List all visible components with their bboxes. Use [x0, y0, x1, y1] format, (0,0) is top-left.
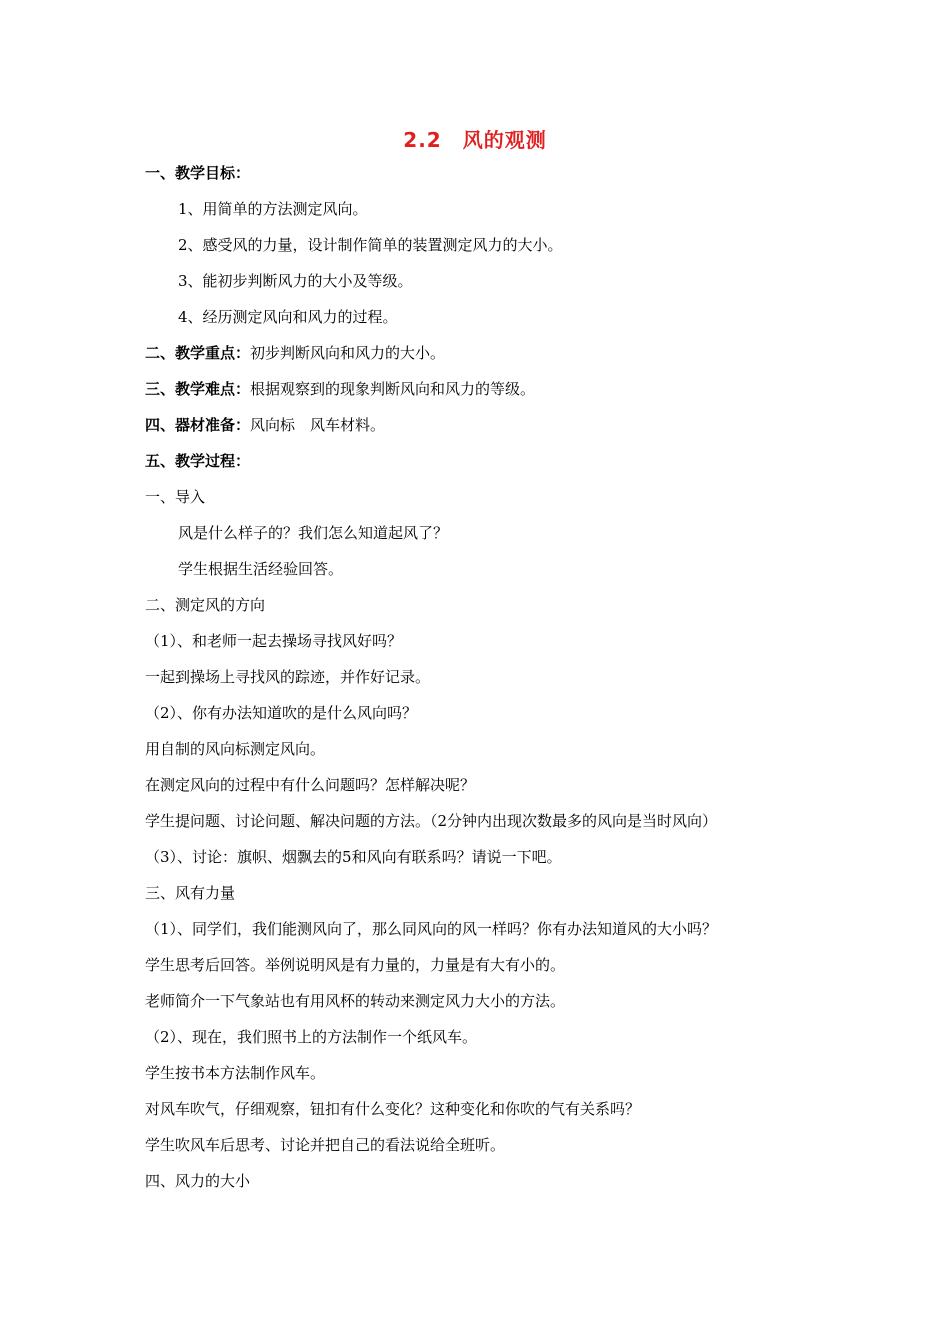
key-point-line: [145, 343, 445, 363]
paragraph: 学生根据生活经验回答。: [178, 560, 344, 578]
paragraph: （2）、你有办法知道吹的是什么风向吗？: [145, 704, 418, 722]
goal-item: 4、经历测定风向和风力的过程。: [178, 308, 398, 326]
difficulty-line: [145, 379, 535, 399]
paragraph: 学生提问题、讨论问题、解决问题的方法。（2分钟内出现次数最多的风向是当时风向）: [145, 812, 718, 830]
section-heading: 一、导入: [145, 488, 206, 506]
page-title: 2.2 风的观测: [403, 128, 547, 152]
goals-heading: 一、教学目标：: [145, 164, 251, 182]
difficulty-text: 根据观察到的现象判断风向和风力的等级。: [250, 380, 536, 398]
paragraph: （3）、讨论：旗帜、烟飘去的5和风向有联系吗？请说一下吧。: [145, 848, 562, 866]
goal-item: 3、能初步判断风力的大小及等级。: [178, 272, 413, 290]
goal-item: 2、感受风的力量，设计制作简单的装置测定风力的大小。: [178, 236, 563, 254]
key-point-text: 初步判断风向和风力的大小。: [250, 344, 446, 362]
paragraph: 用自制的风向标测定风向。: [145, 740, 326, 758]
paragraph: 学生吹风车后思考、讨论并把自己的看法说给全班听。: [145, 1136, 506, 1154]
paragraph: （1）、和老师一起去操场寻找风好吗？: [145, 632, 403, 650]
section-heading: 四、风力的大小: [145, 1172, 251, 1190]
paragraph: （1）、同学们，我们能测风向了，那么同风向的风一样吗？你有办法知道风的大小吗？: [145, 920, 718, 938]
materials-text: 风向标 风车材料。: [250, 416, 386, 434]
materials-label: 四、器材准备：: [145, 416, 251, 434]
key-point-label: 二、教学重点：: [145, 344, 251, 362]
paragraph: 学生思考后回答。举例说明风是有力量的，力量是有大有小的。: [145, 956, 566, 974]
section-heading: 二、测定风的方向: [145, 596, 266, 614]
paragraph: 学生按书本方法制作风车。: [145, 1064, 326, 1082]
process-heading: 五、教学过程：: [145, 452, 251, 470]
paragraph: 一起到操场上寻找风的踪迹，并作好记录。: [145, 668, 431, 686]
paragraph: （2）、现在，我们照书上的方法制作一个纸风车。: [145, 1028, 478, 1046]
goal-item: 1、用简单的方法测定风向。: [178, 200, 368, 218]
paragraph: 对风车吹气，仔细观察，钮扣有什么变化？这种变化和你吹的气有关系吗？: [145, 1100, 641, 1118]
paragraph: 在测定风向的过程中有什么问题吗？怎样解决呢？: [145, 776, 476, 794]
section-heading: 三、风有力量: [145, 884, 236, 902]
paragraph: 风是什么样子的？我们怎么知道起风了？: [178, 524, 449, 542]
paragraph: 老师简介一下气象站也有用风杯的转动来测定风力大小的方法。: [145, 992, 566, 1010]
materials-line: [145, 415, 385, 435]
difficulty-label: 三、教学难点：: [145, 380, 251, 398]
